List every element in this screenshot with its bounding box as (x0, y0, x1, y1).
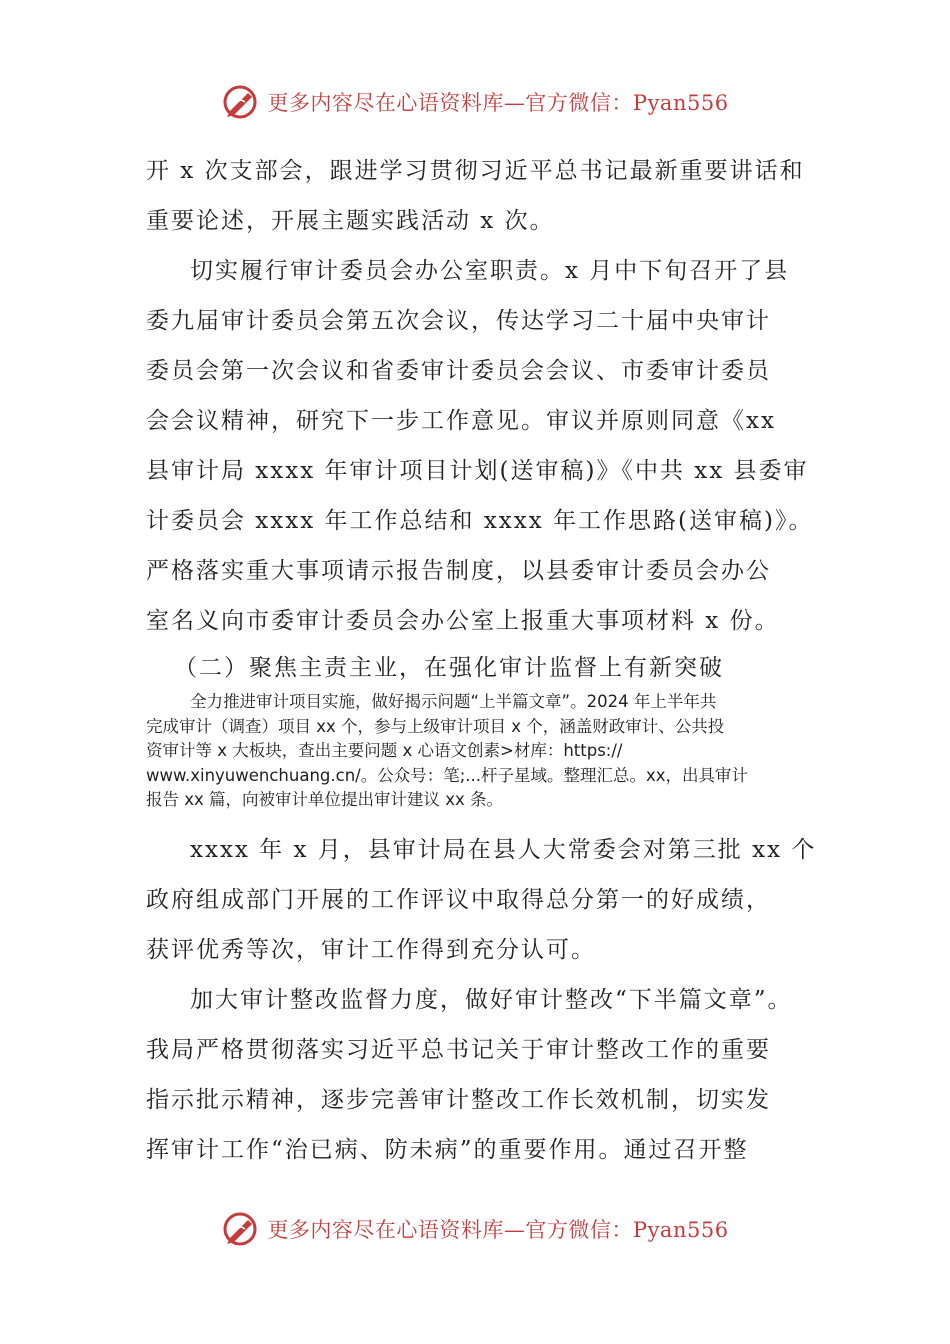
pen-logo-icon (221, 1209, 261, 1249)
text-line: 加大审计整改监督力度，做好审计整改“下半篇文章”。 (190, 986, 793, 1013)
text-line: 指示批示精神，逐步完善审计整改工作长效机制，切实发 (146, 1086, 771, 1113)
text-line: 委员会第一次会议和省委审计委员会会议、市委审计委员 (146, 358, 771, 384)
text-line: 我局严格贯彻落实习近平总书记关于审计整改工作的重要 (146, 1036, 771, 1063)
text-line: www.xinyuwenchuang.cn/。公众号：笔;...杆子星域。整理汇总。xx，出具审计 (146, 765, 749, 785)
header-watermark-text: 更多内容尽在心语资料库—官方微信：Pyan556 (267, 91, 729, 115)
text-line: 资审计等 x 大板块，查出主要问题 x 心语文创素>材库：https:// (146, 741, 623, 760)
text-line: 严格落实重大事项请示报告制度，以县委审计委员会办公 (146, 558, 771, 584)
paragraph-4 (146, 975, 826, 1175)
pen-logo-icon (221, 82, 261, 122)
text-line: 计委员会 xxxx 年工作总结和 xxxx 年工作思路(送审稿)》。 (146, 508, 814, 534)
text-line: 室名义向市委审计委员会办公室上报重大事项材料 x 份。 (146, 608, 780, 634)
text-line: xxxx 年 x 月，县审计局在县人大常委会对第三批 xx 个 (190, 836, 817, 863)
text-line: 挥审计工作“治已病、防未病”的重要作用。通过召开整 (146, 1136, 749, 1163)
text-line: 切实履行审计委员会办公室职责。x 月中下旬召开了县 (190, 258, 790, 284)
text-line: 会会议精神，研究下一步工作意见。审议并原则同意《xx (146, 408, 776, 434)
paragraph-2 (146, 246, 826, 646)
text-line: 全力推进审计项目实施，做好揭示问题“上半篇文章”。2024 年上半年共 (190, 692, 717, 711)
text-line: 报告 xx 篇，向被审计单位提出审计建议 xx 条。 (146, 790, 504, 809)
footer-watermark-text: 更多内容尽在心语资料库—官方微信：Pyan556 (267, 1218, 729, 1242)
text-line: 县审计局 xxxx 年审计项目计划(送审稿)》《中共 xx 县委审 (146, 458, 809, 484)
text-line: 重要论述，开展主题实践活动 x 次。 (146, 208, 555, 234)
text-line: 获评优秀等次，审计工作得到充分认可。 (146, 936, 596, 963)
section-heading: （二）聚焦主责主业，在强化审计监督上有新突破 (174, 655, 724, 681)
footer-watermark (0, 1207, 950, 1251)
text-line: 政府组成部门开展的工作评议中取得总分第一的好成绩， (146, 886, 771, 913)
text-line: 完成审计（调查）项目 xx 个，参与上级审计项目 x 个，涵盖财政审计、公共投 (146, 716, 725, 736)
text-line: 开 x 次支部会，跟进学习贯彻习近平总书记最新重要讲话和 (146, 158, 805, 184)
paragraph-3 (146, 825, 826, 975)
document-body (146, 146, 826, 1175)
text-line: 委九届审计委员会第五次会议，传达学习二十届中央审计 (146, 308, 771, 334)
header-watermark (0, 80, 950, 124)
paragraph-1 (146, 146, 826, 246)
small-paragraph (146, 690, 826, 813)
